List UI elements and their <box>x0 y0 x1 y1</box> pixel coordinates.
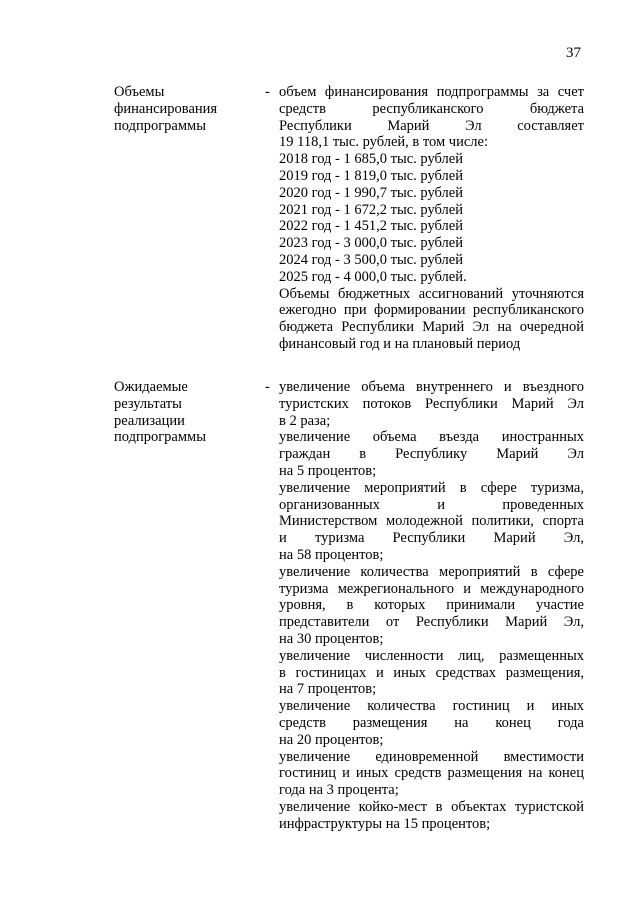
text-line: средств размещения на конец года <box>279 714 584 731</box>
label-line: подпрограммы <box>114 429 206 446</box>
text-line: представители от Республики Марий Эл, <box>279 614 584 631</box>
text-line: Объемы бюджетных ассигнований уточняются <box>279 285 584 302</box>
text-line: увеличение объема внутреннего и въездного <box>279 379 584 395</box>
label-line: Объемы <box>114 84 165 100</box>
text-line: в 2 раза; <box>279 412 331 429</box>
text-line: гостиниц и иных средств размещения на конец <box>279 765 584 782</box>
label-line: реализации <box>114 412 185 429</box>
text-line: организованных и проведенных <box>279 496 584 513</box>
text-line: в гостиницах и иных средствах размещения, <box>279 664 584 681</box>
text-line: на 30 процентов; <box>279 630 384 647</box>
text-line: 2020 год - 1 990,7 тыс. рублей <box>279 184 463 201</box>
section-body <box>279 379 584 833</box>
page-number: 37 <box>566 45 581 61</box>
section-body <box>279 84 584 353</box>
text-line: 2023 год - 3 000,0 тыс. рублей <box>279 235 463 252</box>
text-line: 2021 год - 1 672,2 тыс. рублей <box>279 201 463 218</box>
text-line: 19 118,1 тыс. рублей, в том числе: <box>279 134 488 151</box>
text-line: увеличение количества мероприятий в сфере <box>279 563 584 580</box>
text-line: на 58 процентов; <box>279 546 384 563</box>
section-dash: - <box>265 379 270 395</box>
label-line: Ожидаемые <box>114 379 188 395</box>
text-line: объем финансирования подпрограммы за счет <box>279 84 584 100</box>
text-line: инфраструктуры на 15 процентов; <box>279 815 491 832</box>
text-line: 2022 год - 1 451,2 тыс. рублей <box>279 218 463 235</box>
text-line: на 7 процентов; <box>279 681 377 698</box>
text-line: 2025 год - 4 000,0 тыс. рублей. <box>279 268 467 285</box>
text-line: на 20 процентов; <box>279 731 384 748</box>
label-line: финансирования <box>114 100 218 117</box>
text-line: граждан в Республику Марий Эл <box>279 446 584 463</box>
text-line: увеличение мероприятий в сфере туризма, <box>279 479 584 496</box>
label-line: подпрограммы <box>114 117 206 134</box>
text-line: уровня, в которых принимали участие <box>279 597 584 614</box>
text-line: ежегодно при формировании республиканского <box>279 302 584 319</box>
text-line: Министерством молодежной политики, спорта <box>279 513 584 530</box>
text-line: года на 3 процента; <box>279 782 399 799</box>
text-line: туризма межрегионального и международного <box>279 580 584 597</box>
text-line: увеличение численности лиц, размещенных <box>279 647 584 664</box>
text-line: 2019 год - 1 819,0 тыс. рублей <box>279 167 463 184</box>
text-line: 2024 год - 3 500,0 тыс. рублей <box>279 251 463 268</box>
text-line: на 5 процентов; <box>279 462 377 479</box>
section-label <box>114 379 254 446</box>
text-line: 2018 год - 1 685,0 тыс. рублей <box>279 151 463 168</box>
text-line: финансовый год и на плановый период <box>279 335 521 352</box>
text-line: туристских потоков Республики Марий Эл <box>279 395 584 412</box>
text-line: увеличение койко-мест в объектах туристской <box>279 798 584 815</box>
text-line: бюджета Республики Марий Эл на очередной <box>279 319 584 336</box>
text-line: и туризма Республики Марий Эл, <box>279 530 584 547</box>
text-line: Республики Марий Эл составляет <box>279 117 584 134</box>
label-line: результаты <box>114 395 182 412</box>
text-line: увеличение объема въезда иностранных <box>279 429 584 446</box>
text-line: увеличение единовременной вместимости <box>279 748 584 765</box>
text-line: увеличение количества гостиниц и иных <box>279 698 584 715</box>
section-dash: - <box>265 84 270 100</box>
text-line: средств республиканского бюджета <box>279 100 584 117</box>
section-label <box>114 84 254 134</box>
